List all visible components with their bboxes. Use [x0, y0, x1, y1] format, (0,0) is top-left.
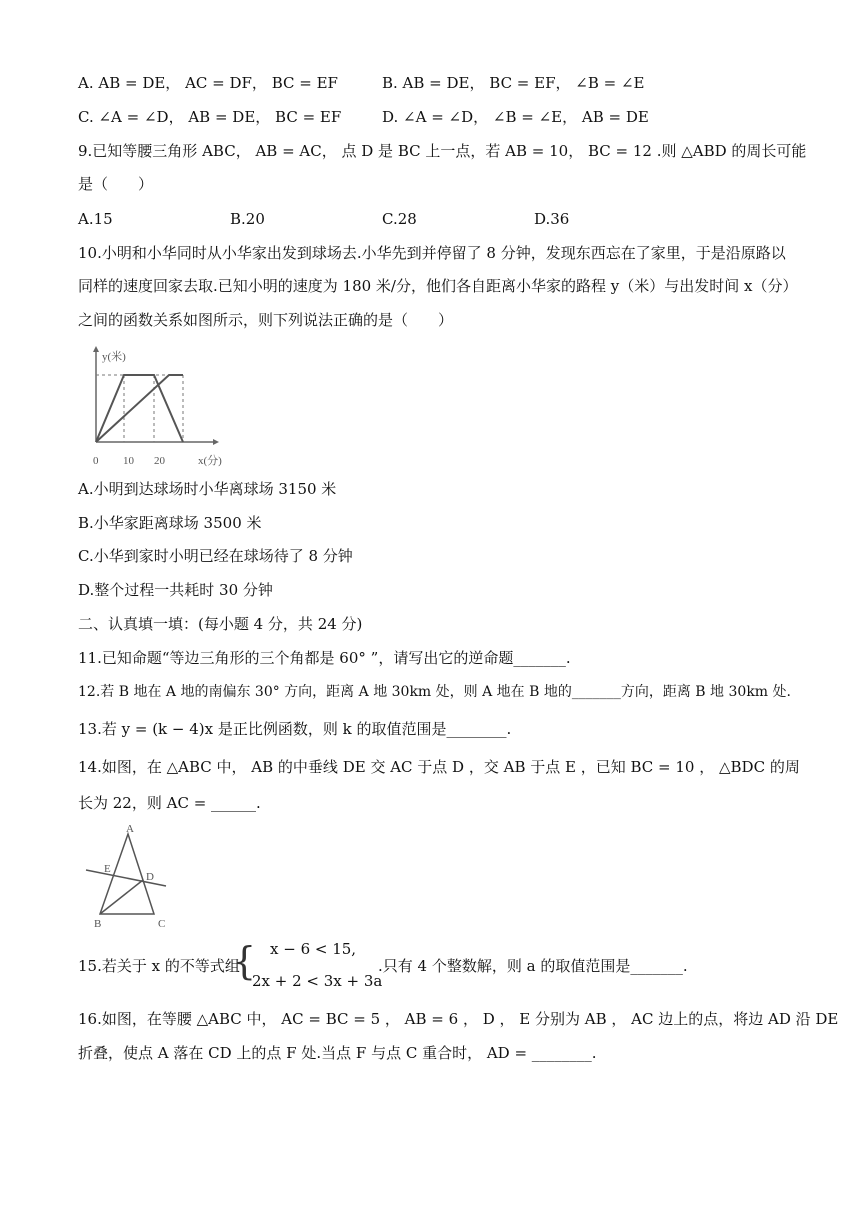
- q14-stem-line2: 长为 22，则 AC = ______.: [78, 794, 261, 812]
- label-e: E: [104, 863, 111, 875]
- label-b: B: [94, 918, 102, 930]
- q12: 12.若 B 地在 A 地的南偏东 30° 方向，距离 A 地 30km 处，则 A 地在 B 地的_______方向，距离 B 地 30km 处.: [78, 684, 791, 700]
- q10-option-b: B.小华家距离球场 3500 米: [78, 514, 262, 532]
- q13: 13.若 y = (k − 4)x 是正比例函数，则 k 的取值范围是________.: [78, 720, 512, 738]
- q10-stem-line1: 10.小明和小华同时从小华家出发到球场去.小华先到并停留了 8 分钟，发现东西忘在了家里，于是沿原路以: [78, 244, 786, 262]
- q10-option-a: A.小明到达球场时小华离球场 3150 米: [78, 480, 337, 498]
- q9-option-c: C.28: [382, 210, 417, 228]
- q8-option-d: D. ∠A = ∠D， ∠B = ∠E， AB = DE: [382, 108, 649, 126]
- q8-option-a: A. AB = DE， AC = DF， BC = EF: [78, 74, 338, 92]
- q14-triangle-figure: [80, 824, 180, 932]
- section-2-heading: 二、认真填一填：(每小题 4 分，共 24 分): [78, 615, 363, 633]
- tick-0: 0: [93, 455, 99, 467]
- q10-option-d: D.整个过程一共耗时 30 分钟: [78, 581, 273, 599]
- xiaohua-line: [96, 375, 183, 442]
- perpendicular-bisector-de: [86, 870, 166, 886]
- q10-option-c: C.小华到家时小明已经在球场待了 8 分钟: [78, 547, 353, 565]
- q11: 11.已知命题“等边三角形的三个角都是 60° ”，请写出它的逆命题_______.: [78, 649, 571, 667]
- q15-inequality-1: x − 6 < 15,: [270, 940, 357, 958]
- q9-option-b: B.20: [230, 210, 265, 228]
- q9-option-d: D.36: [534, 210, 570, 228]
- q10-stem-line3: 之间的函数关系如图所示，则下列说法正确的是（ ）: [78, 311, 454, 329]
- tick-10: 10: [123, 455, 134, 467]
- q9-stem-line2: 是（ ）: [78, 175, 154, 193]
- q8-option-c: C. ∠A = ∠D， AB = DE， BC = EF: [78, 108, 342, 126]
- q15-prefix: 15.若关于 x 的不等式组: [78, 957, 240, 975]
- q9-option-a: A.15: [78, 210, 113, 228]
- q10-distance-time-graph: [78, 340, 248, 470]
- q9-stem-line1: 9.已知等腰三角形 ABC， AB = AC， 点 D 是 BC 上一点，若 AB = 10， BC = 12 .则 △ABD 的周长可能: [78, 142, 807, 160]
- tick-20: 20: [154, 455, 165, 467]
- q16-stem-line1: 16.如图，在等腰 △ABC 中， AC = BC = 5 ， AB = 6 ， D ， E 分别为 AB ， AC 边上的点，将边 AD 沿 DE: [78, 1010, 839, 1028]
- label-d: D: [146, 871, 154, 883]
- label-a: A: [126, 824, 134, 835]
- q14-stem-line1: 14.如图，在 △ABC 中， AB 的中垂线 DE 交 AC 于点 D ，交 AB 于点 E ，已知 BC = 10 ， △BDC 的周: [78, 758, 800, 776]
- q15-inequality-2: 2x + 2 < 3x + 3a: [252, 972, 383, 990]
- q8-option-b: B. AB = DE， BC = EF， ∠B = ∠E: [382, 74, 645, 92]
- x-axis-label: x(分): [198, 455, 222, 467]
- y-axis-label: y(米): [102, 351, 126, 363]
- q16-stem-line2: 折叠，使点 A 落在 CD 上的点 F 处.当点 F 与点 C 重合时， AD = ________.: [78, 1044, 597, 1062]
- q15-brace: {: [232, 939, 257, 983]
- q10-stem-line2: 同样的速度回家去取.已知小明的速度为 180 米/分，他们各自距离小华家的路程 y（米）与出发时间 x（分）: [78, 277, 798, 295]
- label-c: C: [158, 918, 166, 930]
- q15-suffix: .只有 4 个整数解，则 a 的取值范围是_______.: [378, 957, 688, 975]
